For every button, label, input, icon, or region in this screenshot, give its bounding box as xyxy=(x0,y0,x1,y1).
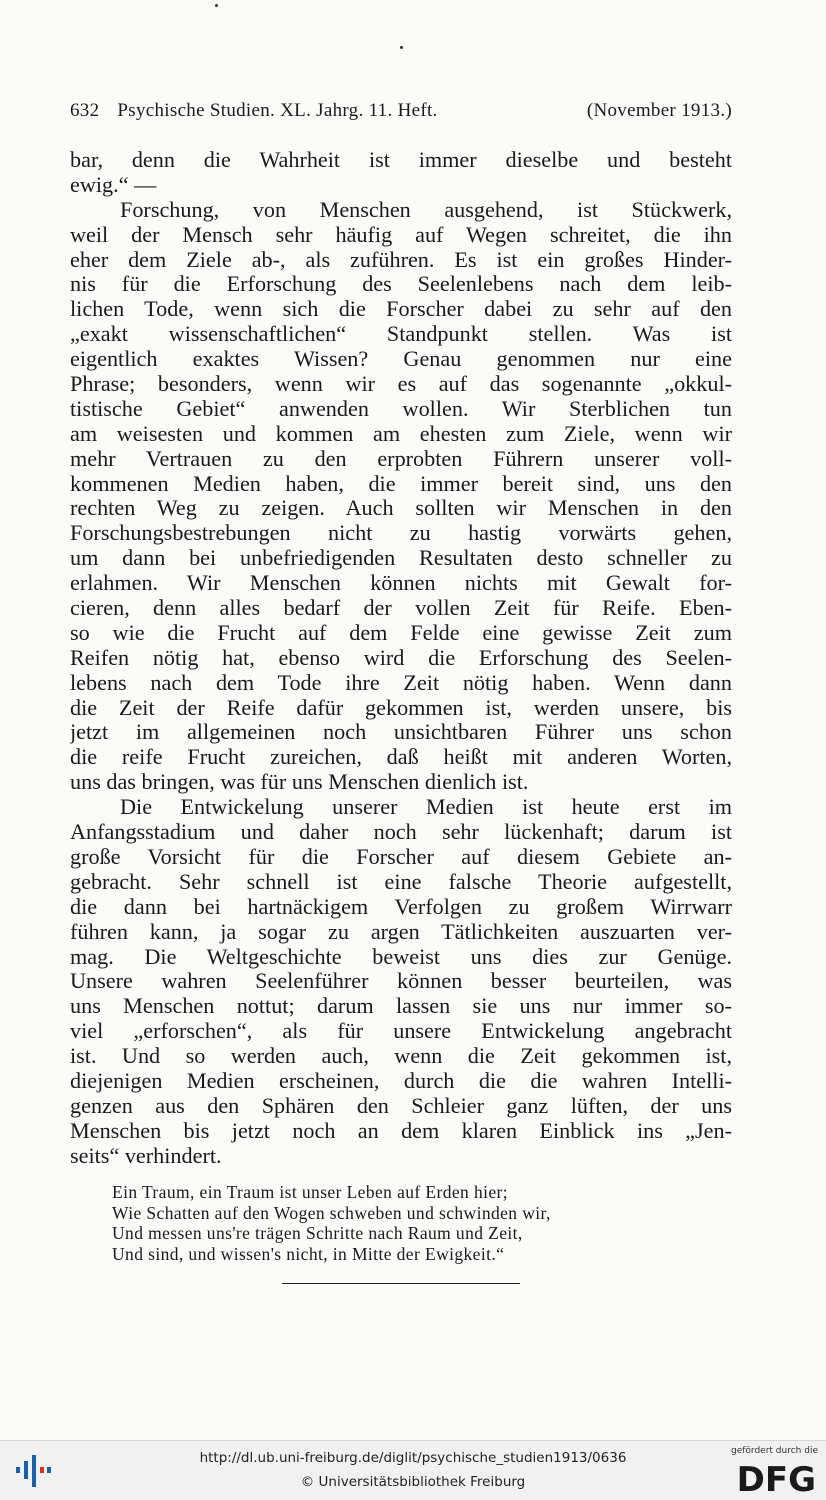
scan-speck xyxy=(400,46,403,49)
poem-line: Und sind, und wissen's nicht, in Mitte der Ewigkeit.“ xyxy=(112,1243,505,1264)
body-text xyxy=(70,148,732,1169)
text-line: Die Entwickelung unserer Medien ist heute erst im xyxy=(120,795,732,820)
text-line: uns das bringen, was für uns Menschen dienlich ist. xyxy=(70,770,529,795)
poem-line: Wie Schatten auf den Wogen schweben und schwinden wir, xyxy=(112,1202,551,1223)
issue-date: (November 1913.) xyxy=(586,100,732,121)
sponsor-caption: gefördert durch die xyxy=(731,1446,818,1456)
text-line: die Zeit der Reife dafür gekommen ist, werden unsere, bis xyxy=(70,695,732,720)
text-line: cieren, denn alles bedarf der vollen Zeit für Reife. Eben- xyxy=(70,596,732,621)
dfg-logo-text: DFG xyxy=(736,1460,816,1496)
copyright-notice: © Universitätsbibliothek Freiburg xyxy=(300,1474,526,1490)
text-line: mag. Die Weltgeschichte beweist uns dies zur Genüge. xyxy=(70,944,732,969)
text-line: viel „erforschen“, als für unsere Entwickelung angebracht xyxy=(70,1019,732,1044)
text-line: Reifen nötig hat, ebenso wird die Erforschung des Seelen- xyxy=(70,645,732,670)
permalink-url[interactable]: http://dl.ub.uni-freiburg.de/diglit/psychische_studien1913/0636 xyxy=(199,1450,627,1466)
text-line: lebens nach dem Tode ihre Zeit nötig haben. Wenn dann xyxy=(70,670,732,695)
text-line: die dann bei hartnäckigem Verfolgen zu großem Wirrwarr xyxy=(70,894,732,919)
text-line: große Vorsicht für die Forscher auf diesem Gebiete an- xyxy=(70,844,732,869)
text-line: mehr Vertrauen zu den erprobten Führern unserer voll- xyxy=(70,446,732,471)
text-line: die reife Frucht zureichen, daß heißt mit anderen Worten, xyxy=(70,745,732,770)
poem-line: Und messen uns're trägen Schritte nach Raum und Zeit, xyxy=(112,1223,523,1243)
text-line: gebracht. Sehr schnell ist eine falsche Theorie aufgestellt, xyxy=(70,869,732,894)
text-line: bar, denn die Wahrheit ist immer dieselbe und besteht xyxy=(70,148,732,172)
text-line: erlahmen. Wir Menschen können nichts mit Gewalt for- xyxy=(70,571,732,596)
text-line: Menschen bis jetzt noch an dem klaren Einblick ins „Jen- xyxy=(70,1118,732,1143)
text-line: eigentlich exaktes Wissen? Genau genommen nur eine xyxy=(70,347,732,372)
journal-title: Psychische Studien. XL. Jahrg. 11. Heft. xyxy=(117,100,438,121)
text-line: genzen aus den Sphären den Schleier ganz lüften, der uns xyxy=(70,1093,732,1118)
text-line: so wie die Frucht auf dem Felde eine gewisse Zeit zum xyxy=(70,620,732,645)
text-line: nis für die Erforschung des Seelenlebens nach dem leib- xyxy=(70,272,732,297)
text-line: tistische Gebiet“ anwenden wollen. Wir Sterblichen tun xyxy=(70,396,732,421)
text-line: Forschung, von Menschen ausgehend, ist Stückwerk, xyxy=(120,197,732,222)
text-line: uns Menschen nottut; darum lassen sie uns nur immer so- xyxy=(70,994,732,1019)
text-line: ist. Und so werden auch, wenn die Zeit gekommen ist, xyxy=(70,1044,732,1069)
text-line: ewig.“ — xyxy=(70,172,157,197)
poem-quote xyxy=(112,1182,712,1264)
running-head xyxy=(70,100,732,122)
text-line: Anfangsstadium und daher noch sehr lückenhaft; darum ist xyxy=(70,820,732,845)
dfg-sponsor-logo[interactable] xyxy=(728,1446,818,1496)
page-number: 632 xyxy=(70,100,100,121)
text-line: eher dem Ziele ab-, als zuführen. Es ist ein großes Hinder- xyxy=(70,247,732,272)
text-line: führen kann, ja sogar zu argen Tätlichkeiten auszuarten ver- xyxy=(70,919,732,944)
text-line: „exakt wissenschaftlichen“ Standpunkt stellen. Was ist xyxy=(70,322,732,347)
poem-line: Ein Traum, ein Traum ist unser Leben auf Erden hier; xyxy=(112,1182,509,1202)
text-line: jetzt im allgemeinen noch unsichtbaren Führer uns schon xyxy=(70,720,732,745)
section-divider xyxy=(282,1283,520,1284)
text-line: seits“ verhindert. xyxy=(70,1143,222,1168)
text-line: Unsere wahren Seelenführer können besser beurteilen, was xyxy=(70,969,732,994)
text-line: diejenigen Medien erscheinen, durch die die wahren Intelli- xyxy=(70,1068,732,1093)
scan-speck xyxy=(215,4,218,7)
text-line: rechten Weg zu zeigen. Auch sollten wir Menschen in den xyxy=(70,496,732,521)
text-line: kommenen Medien haben, die immer bereit sind, uns den xyxy=(70,471,732,496)
text-line: weil der Mensch sehr häufig auf Wegen schreitet, die ihn xyxy=(70,222,732,247)
text-line: lichen Tode, wenn sich die Forscher dabei zu sehr auf den xyxy=(70,297,732,322)
text-line: um dann bei unbefriedigenden Resultaten desto schneller zu xyxy=(70,546,732,571)
text-line: Forschungsbestrebungen nicht zu hastig vorwärts gehen, xyxy=(70,521,732,546)
text-line: Phrase; besonders, wenn wir es auf das sogenannte „okkul- xyxy=(70,372,732,397)
text-line: am weisesten und kommen am ehesten zum Ziele, wenn wir xyxy=(70,421,732,446)
viewer-footer xyxy=(0,1440,826,1500)
